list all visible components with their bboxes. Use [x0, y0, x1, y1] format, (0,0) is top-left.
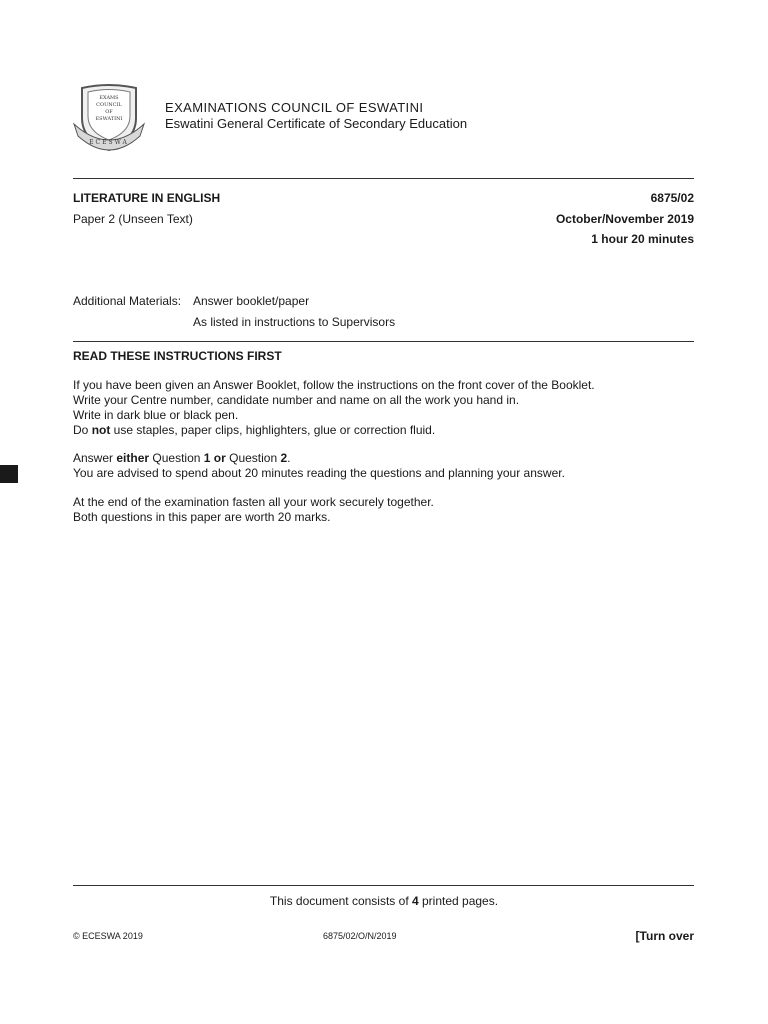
instruction-fasten: At the end of the examination fasten all your work securely together.: [73, 495, 434, 509]
turn-over: [Turn over: [635, 929, 694, 943]
divider-instructions: [73, 341, 694, 342]
copyright: © ECESWA 2019: [73, 931, 143, 941]
certificate-name: Eswatini General Certificate of Secondary Education: [165, 116, 468, 131]
divider-footer: [73, 885, 694, 886]
svg-text:COUNCIL: COUNCIL: [96, 102, 122, 108]
instruction-answer-choice: Answer either Question 1 or Question 2.: [73, 451, 291, 465]
eceswa-logo: [72, 80, 146, 154]
subject-title: LITERATURE IN ENGLISH: [73, 191, 221, 205]
instruction-marks: Both questions in this paper are worth 20 marks.: [73, 510, 331, 524]
page-count-note: This document consists of 4 printed pages.: [269, 894, 499, 908]
page-edge-marker: [0, 465, 18, 483]
instruction-answer-booklet: If you have been given an Answer Booklet, follow the instructions on the front cover of the Booklet.: [73, 378, 595, 392]
instructions-heading: READ THESE INSTRUCTIONS FIRST: [73, 349, 282, 363]
materials-item-1: Answer booklet/paper: [193, 294, 310, 308]
instructions-block-1: [73, 378, 595, 438]
divider-top: [73, 178, 694, 179]
exam-duration: 1 hour 20 minutes: [591, 232, 694, 246]
document-reference: 6875/02/O/N/2019: [323, 931, 397, 941]
svg-text:EXAMS: EXAMS: [99, 95, 119, 101]
materials-label: Additional Materials:: [73, 294, 182, 308]
council-name: EXAMINATIONS COUNCIL OF ESWATINI: [165, 100, 424, 115]
instructions-block-3: [73, 495, 434, 525]
svg-text:ECESWA: ECESWA: [89, 139, 129, 146]
instruction-reading-time: You are advised to spend about 20 minutes reading the questions and planning your answer.: [73, 466, 565, 480]
instructions-block-2: [73, 451, 565, 481]
svg-text:ESWATINI: ESWATINI: [95, 116, 123, 122]
instruction-no-staples: Do not use staples, paper clips, highlighters, glue or correction fluid.: [73, 423, 436, 437]
exam-session: October/November 2019: [555, 212, 694, 226]
instruction-pen: Write in dark blue or black pen.: [73, 408, 239, 422]
instruction-write-details: Write your Centre number, candidate number and name on all the work you hand in.: [73, 393, 520, 407]
paper-name: Paper 2 (Unseen Text): [73, 212, 193, 226]
paper-code: 6875/02: [650, 191, 694, 205]
svg-text:OF: OF: [105, 109, 113, 115]
materials-item-2: As listed in instructions to Supervisors: [193, 315, 396, 329]
